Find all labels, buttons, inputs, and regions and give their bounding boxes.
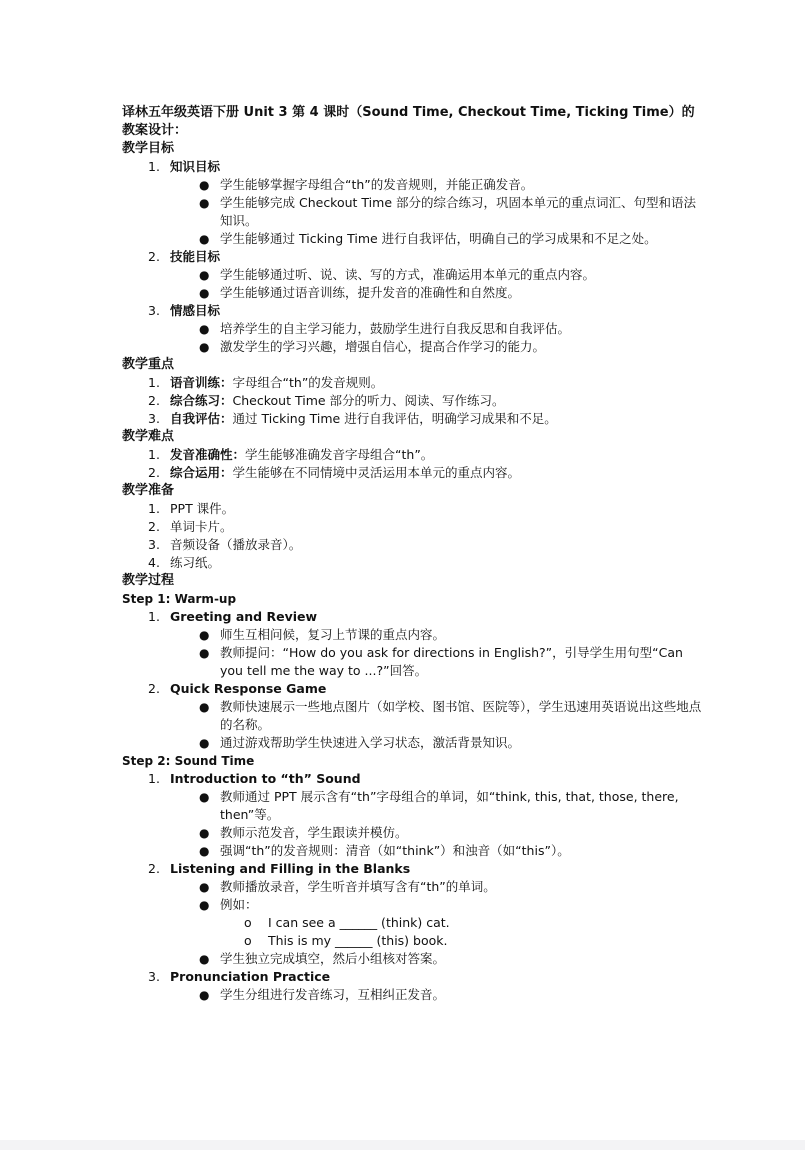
list-item: ● 强调“th”的发音规则：清音（如“think”）和浊音（如“this”）。 [199, 843, 570, 858]
bullet-icon: ● [199, 268, 210, 282]
heading-difficulties: 教学难点 [122, 429, 175, 444]
list-item: ● 学生能够完成 Checkout Time 部分的综合练习，巩固本单元的重点词汇、句型和语法知识。 [199, 195, 696, 228]
list-item: ● 学生能够通过语音训练，提升发音的准确性和自然度。 [199, 285, 521, 300]
step-2-title: Step 2: Sound Time [122, 754, 255, 768]
sub-list-item: o This is my ______ (this) book. [244, 933, 448, 948]
list-item: 1. 语音训练：字母组合“th”的发音规则。 [148, 375, 384, 390]
list-number: 1. [148, 159, 160, 174]
bullet-icon: ● [199, 646, 210, 660]
step-2-list [122, 770, 705, 1004]
list-item: 3. Pronunciation Practice ● 学生分组进行发音练习，互相纠正发音。 [122, 968, 705, 1004]
bullet-icon: ● [199, 340, 210, 354]
objectives-list [122, 158, 705, 356]
list-item: 2. 综合运用：学生能够在不同情境中灵活运用本单元的重点内容。 [148, 465, 521, 480]
difficulties-list [122, 446, 705, 482]
list-item: ● 教师播放录音，学生听音并填写含有“th”的单词。 [199, 879, 496, 894]
list-item: ● 学生独立完成填空，然后小组核对答案。 [199, 951, 446, 966]
page-bottom-strip [0, 1140, 805, 1150]
circle-bullet-icon: o [244, 933, 252, 948]
list-item: 2. Listening and Filling in the Blanks ● 教师播放录音，学生听音并填写含有“th”的单词。 ● 例如： o I can see a ______ (think) cat. o This is my ______ (this) book. ● 学生独立完成填空，然后小组核对答案。 [122, 860, 705, 968]
list-item: ● 师生互相问候，复习上节课的重点内容。 [199, 627, 446, 642]
list-item: ● 教师提问：“How do you ask for directions in English?”，引导学生用句型“Can you tell me the way to ...?”回答。 [199, 645, 683, 678]
list-item: ● 例如： [199, 897, 258, 912]
bullet-icon: ● [199, 988, 210, 1002]
bullet-icon: ● [199, 952, 210, 966]
heading-key-points: 教学重点 [122, 357, 175, 372]
list-item: 3. 自我评估：通过 Ticking Time 进行自我评估，明确学习成果和不足。 [148, 411, 557, 426]
sub-list-item: o I can see a ______ (think) cat. [244, 915, 450, 930]
list-item: 2. 综合练习：Checkout Time 部分的听力、阅读、写作练习。 [148, 393, 505, 408]
key-points-list [122, 374, 705, 428]
objective-skills [122, 248, 705, 302]
heading-objectives: 教学目标 [122, 141, 175, 156]
list-item: ● 学生分组进行发音练习，互相纠正发音。 [199, 987, 446, 1002]
list-number: 2. [148, 249, 160, 264]
bullet-icon: ● [199, 880, 210, 894]
step-1-title: Step 1: Warm-up [122, 592, 237, 606]
bullet-icon: ● [199, 628, 210, 642]
list-item: 1. Greeting and Review ● 师生互相问候，复习上节课的重点内容。 ● 教师提问：“How do you ask for directions in English?”，引导学生用句型“Can you tell me the way to ...?”回答。 [122, 608, 705, 680]
list-item: 4. 练习纸。 [148, 555, 221, 570]
list-item: 3. 音频设备（播放录音）。 [148, 537, 302, 552]
objective-emotion [122, 302, 705, 356]
bullet-icon: ● [199, 322, 210, 336]
bullet-icon: ● [199, 700, 210, 714]
bullet-icon: ● [199, 898, 210, 912]
list-item: ● 教师通过 PPT 展示含有“th”字母组合的单词，如“think, this, that, those, there, then”等。 [199, 789, 679, 822]
bullet-icon: ● [199, 286, 210, 300]
bullet-icon: ● [199, 196, 210, 210]
bullet-icon: ● [199, 790, 210, 804]
list-item: 2. Quick Response Game ● 教师快速展示一些地点图片（如学校、图书馆、医院等），学生迅速用英语说出这些地点的名称。 ● 通过游戏帮助学生快速进入学习状态，激活背景知识。 [122, 680, 705, 752]
objective-knowledge [122, 158, 705, 248]
list-item: ● 学生能够掌握字母组合“th”的发音规则，并能正确发音。 [199, 177, 534, 192]
list-item: 1. 发音准确性：学生能够准确发音字母组合“th”。 [148, 447, 434, 462]
bullet-icon: ● [199, 232, 210, 246]
list-item: ● 学生能够通过听、说、读、写的方式，准确运用本单元的重点内容。 [199, 267, 596, 282]
list-label: 知识目标 [170, 159, 221, 174]
list-item: 2. 单词卡片。 [148, 519, 233, 534]
list-item: ● 教师示范发音，学生跟读并模仿。 [199, 825, 408, 840]
document-title: 译林五年级英语下册 Unit 3 第 4 课时（Sound Time, Checkout Time, Ticking Time）的教案设计： [122, 105, 695, 138]
list-label: 情感目标 [170, 303, 221, 318]
heading-preparation: 教学准备 [122, 483, 175, 498]
list-item: ● 教师快速展示一些地点图片（如学校、图书馆、医院等），学生迅速用英语说出这些地点的名称。 [199, 699, 702, 732]
list-item: ● 培养学生的自主学习能力，鼓励学生进行自我反思和自我评估。 [199, 321, 571, 336]
bullet-icon: ● [199, 844, 210, 858]
heading-process: 教学过程 [122, 573, 175, 588]
bullet-icon: ● [199, 736, 210, 750]
list-item: 1. Introduction to “th” Sound ● 教师通过 PPT 展示含有“th”字母组合的单词，如“think, this, that, those, there, then”等。 ● 教师示范发音，学生跟读并模仿。 ● 强调“th”的发音规则：清音（如“think”）和浊音（如“this”）。 [122, 770, 705, 860]
preparation-list [122, 500, 705, 572]
circle-bullet-icon: o [244, 915, 252, 930]
list-number: 3. [148, 303, 160, 318]
list-item: 1. PPT 课件。 [148, 501, 235, 516]
list-label: 技能目标 [170, 249, 221, 264]
list-item: ● 激发学生的学习兴趣，增强自信心，提高合作学习的能力。 [199, 339, 546, 354]
bullet-icon: ● [199, 826, 210, 840]
step-1-list [122, 608, 705, 752]
list-item: ● 学生能够通过 Ticking Time 进行自我评估，明确自己的学习成果和不足之处。 [199, 231, 657, 246]
list-item: ● 通过游戏帮助学生快速进入学习状态，激活背景知识。 [199, 735, 521, 750]
bullet-icon: ● [199, 178, 210, 192]
